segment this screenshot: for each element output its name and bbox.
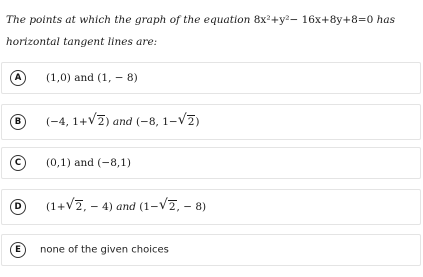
option-b-radicand2: 2 bbox=[187, 116, 195, 128]
option-letter-e: E bbox=[10, 242, 26, 258]
answer-option-a[interactable] bbox=[1, 62, 421, 94]
sqrt-symbol: √ 2 bbox=[87, 112, 105, 128]
sqrt-symbol: √ 2 bbox=[158, 197, 176, 213]
question-text bbox=[6, 9, 416, 53]
option-text-a: (1,0) and (1, − 8) bbox=[46, 72, 138, 84]
option-b-part1: (−4, 1+ bbox=[46, 116, 88, 128]
question-part1: The points at which the graph of the equation bbox=[6, 14, 254, 26]
option-letter-b: B bbox=[10, 114, 26, 130]
option-d-part2: , − 4) bbox=[83, 201, 113, 213]
option-d-and: and bbox=[112, 201, 140, 213]
option-letter-a: A bbox=[10, 70, 26, 86]
option-b-and: and bbox=[109, 116, 136, 128]
answer-option-e[interactable] bbox=[1, 234, 421, 266]
option-text-e: none of the given choices bbox=[40, 244, 169, 256]
option-text-b bbox=[46, 112, 200, 128]
question-line2: horizontal tangent lines are: bbox=[6, 36, 158, 48]
option-text-d bbox=[46, 197, 207, 213]
sqrt-symbol: √ 2 bbox=[65, 197, 83, 213]
option-b-part3: (−8, 1− bbox=[135, 116, 178, 128]
option-d-part3: (1− bbox=[139, 201, 159, 213]
answer-option-c[interactable] bbox=[1, 147, 421, 179]
question-part2: has bbox=[373, 14, 396, 26]
option-d-radicand2: 2 bbox=[168, 201, 176, 213]
option-b-part4: ) bbox=[195, 116, 200, 128]
option-letter-d: D bbox=[10, 199, 26, 215]
option-b-part2: ) bbox=[105, 116, 110, 128]
option-d-part4: , − 8) bbox=[176, 201, 207, 213]
sqrt-symbol: √ 2 bbox=[177, 112, 195, 128]
answer-option-b[interactable] bbox=[1, 104, 421, 140]
question-equation: 8x²+y²− 16x+8y+8=0 bbox=[253, 14, 374, 26]
option-b-radicand1: 2 bbox=[97, 116, 105, 128]
answer-option-d[interactable] bbox=[1, 189, 421, 225]
option-letter-c: C bbox=[10, 155, 26, 171]
option-d-radicand1: 2 bbox=[75, 201, 83, 213]
option-text-c: (0,1) and (−8,1) bbox=[46, 157, 131, 169]
option-d-part1: (1+ bbox=[46, 201, 66, 213]
